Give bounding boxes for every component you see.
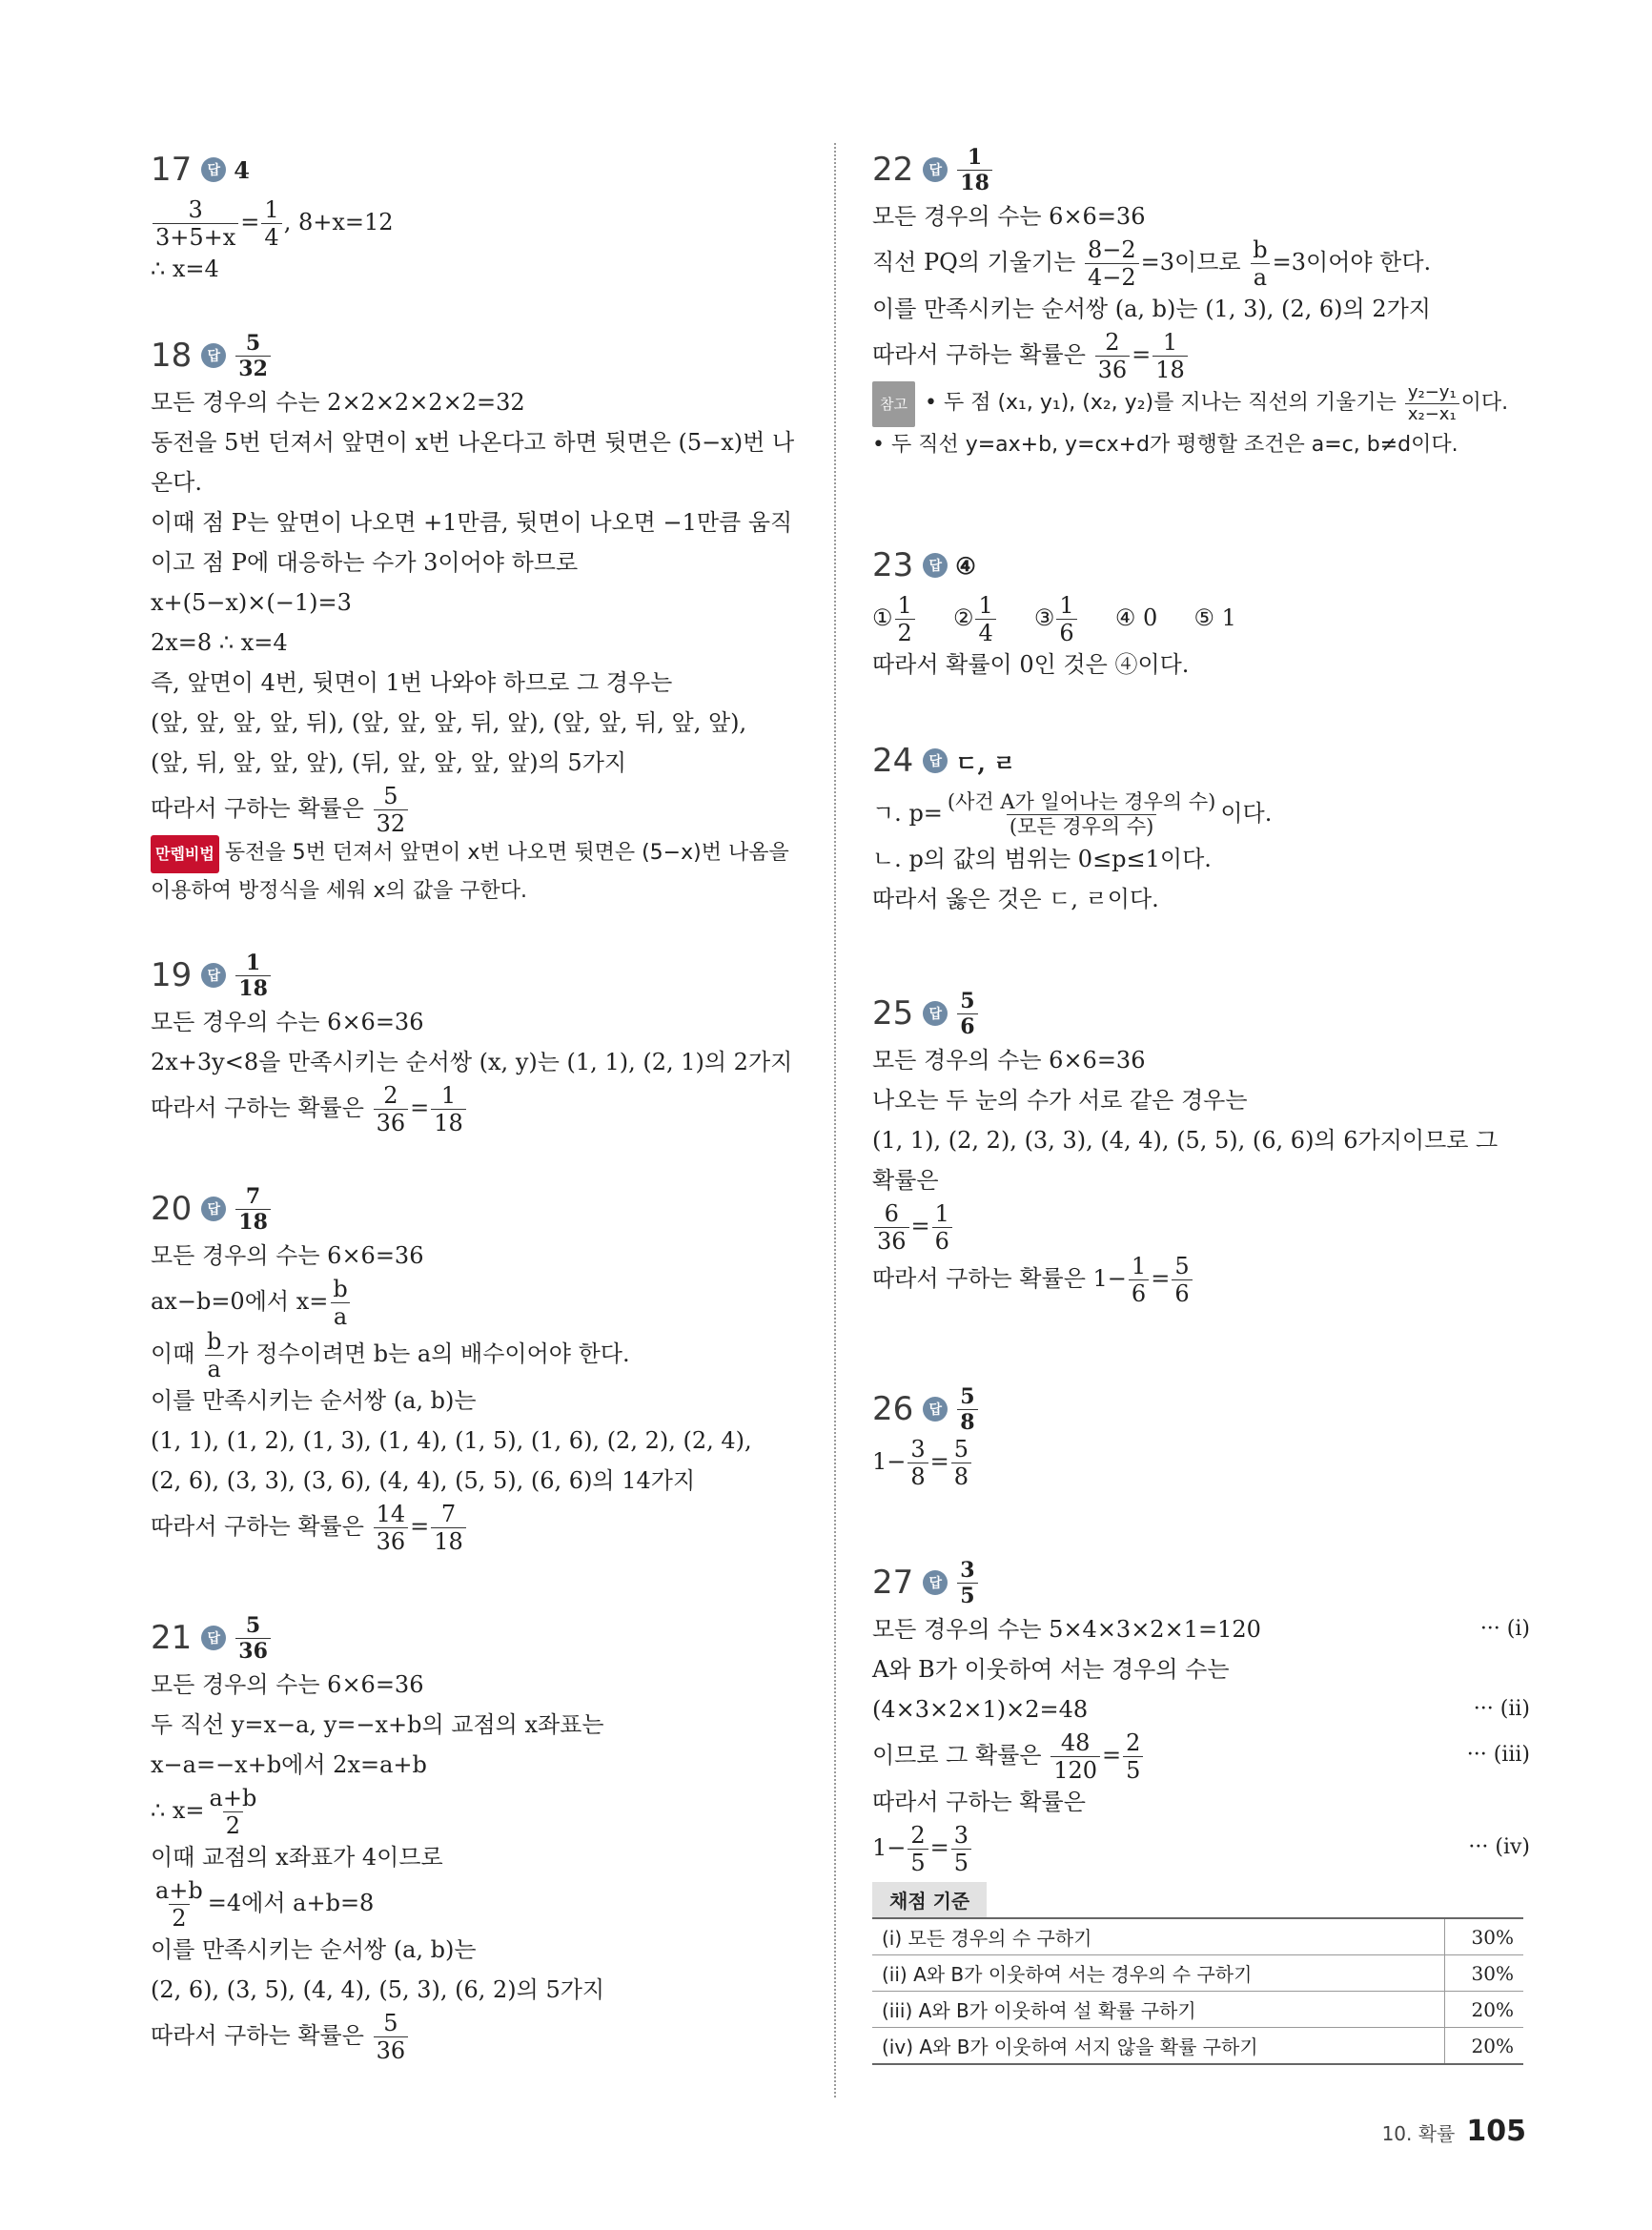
solution-line: ㄴ. p의 값의 범위는 0≤p≤1이다. — [872, 846, 1212, 872]
solution-line: 온다. — [151, 469, 202, 496]
solution-line: 이를 만족시키는 순서쌍 (a, b)는 — [151, 1936, 477, 1963]
problem-number: 22 — [872, 151, 914, 189]
answer-badge-icon: 답 — [201, 157, 226, 182]
solution-line: x+(5−x)×(−1)=3 — [151, 589, 352, 616]
step-marker: ··· (iii) — [1466, 1743, 1530, 1767]
problem-25 — [872, 987, 1530, 1305]
answer: $\frac{1}{18}$ — [955, 147, 994, 194]
answer-badge-icon: 답 — [923, 1397, 948, 1422]
problem-17 — [151, 143, 808, 289]
page-number: 105 — [1466, 2115, 1526, 2148]
solution-line: (2, 6), (3, 5), (4, 4), (5, 3), (6, 2)의 5가지 — [151, 1976, 605, 2003]
solution-line: 1− $\frac{3}{8}$ = $\frac{5}{8}$ — [872, 1436, 1530, 1488]
solution-line: (앞, 뒤, 앞, 앞, 앞), (뒤, 앞, 앞, 앞, 앞)의 5가지 — [151, 749, 627, 776]
answer: $\frac{7}{18}$ — [234, 1186, 273, 1233]
solution-line: 이를 만족시키는 순서쌍 (a, b)는 (1, 3), (2, 6)의 2가지 — [872, 296, 1431, 322]
answer: $\frac{5}{32}$ — [234, 333, 273, 379]
solution-line: 모든 경우의 수는 6×6=36 — [151, 1009, 424, 1035]
solution-line: 2x=8 ∴ x=4 — [151, 629, 288, 656]
solution-line: 모든 경우의 수는 6×6=36 — [872, 1047, 1146, 1074]
step-marker: ··· (i) — [1479, 1617, 1530, 1641]
answer-badge-icon: 답 — [923, 553, 948, 578]
solution-line: ∴ x= $\frac{a+b}{2}$ — [151, 1785, 257, 1839]
solution-line: $\frac{a+b}{2}$ =4에서 a+b=8 — [155, 1877, 375, 1932]
solution-line: 이므로 그 확률은 $\frac{48}{120}$ = $\frac{2}{5}$ ··· (iii) — [872, 1729, 1530, 1784]
problem-23 — [872, 539, 1530, 685]
solution-line: 이때 교점의 x좌표가 4이므로 — [151, 1844, 443, 1871]
answer-badge-icon: 답 — [923, 748, 948, 773]
tip-note: 만렙비법 동전을 5번 던져서 앞면이 x번 나오면 뒷면은 (5−x)번 나옴을 — [151, 835, 808, 873]
problem-number: 26 — [872, 1390, 914, 1428]
solution-line: 따라서 구하는 확률은 $\frac{2}{36}$ = $\frac{1}{18}$ — [151, 1082, 808, 1135]
answer-badge-icon: 답 — [201, 1197, 226, 1221]
answer: $\frac{5}{8}$ — [955, 1386, 979, 1433]
section-title: 10. 확률 — [1381, 2122, 1456, 2145]
table-row: (iii) A와 B가 이웃하여 설 확률 구하기 20% — [872, 1992, 1523, 2028]
problem-number: 21 — [151, 1619, 193, 1657]
answer: ④ — [955, 551, 976, 580]
solution-line: 따라서 구하는 확률은 1− $\frac{1}{6}$ = $\frac{5}{6}$ — [872, 1253, 1530, 1305]
solution-line: (1, 1), (2, 2), (3, 3), (4, 4), (5, 5), (6, 6)의 6가지이므로 그 — [872, 1127, 1499, 1154]
problem-24 — [872, 734, 1530, 919]
solution-line: (앞, 앞, 앞, 앞, 뒤), (앞, 앞, 앞, 뒤, 앞), (앞, 앞, 뒤, 앞, 앞), — [151, 709, 747, 736]
solution-line: 따라서 구하는 확률은 $\frac{14}{36}$ = $\frac{7}{18}$ — [151, 1501, 808, 1553]
solution-line: 모든 경우의 수는 6×6=36 — [151, 1242, 424, 1269]
solution-line: 직선 PQ의 기울기는 $\frac{8-2}{4-2}$ =3이므로 $\frac{b}{a}$ =3이어야 한다. — [872, 236, 1432, 291]
problem-number: 18 — [151, 337, 193, 375]
solution-line: ㄱ. p= (사건 A가 일어나는 경우의 수) (모든 경우의 수) 이다. — [872, 790, 1273, 838]
solution-line: 따라서 구하는 확률은 $\frac{2}{36}$ = $\frac{1}{18}$ — [872, 329, 1530, 381]
solution-line: 따라서 확률이 0인 것은 ④이다. — [872, 651, 1190, 678]
problem-19 — [151, 949, 808, 1135]
problem-27 — [872, 1556, 1530, 2065]
answer: $\frac{3}{5}$ — [955, 1560, 979, 1606]
problem-20 — [151, 1182, 808, 1553]
solution-line: 이때 점 P는 앞면이 나오면 +1만큼, 뒷면이 나오면 −1만큼 움직 — [151, 509, 793, 536]
solution-line: 따라서 구하는 확률은 $\frac{5}{32}$ — [151, 783, 808, 835]
table-row: (i) 모든 경우의 수 구하기 30% — [872, 1918, 1523, 1955]
column-divider — [834, 143, 836, 2097]
answer: 4 — [234, 155, 250, 184]
solution-line: 이고 점 P에 대응하는 수가 3이어야 하므로 — [151, 549, 579, 576]
table-row: (ii) A와 B가 이웃하여 서는 경우의 수 구하기 30% — [872, 1955, 1523, 1992]
page-footer — [1382, 2115, 1526, 2148]
solution-line: 1− $\frac{2}{5}$ = $\frac{3}{5}$ ··· (iv) — [872, 1822, 1530, 1876]
answer-badge-icon: 답 — [923, 1001, 948, 1026]
solution-line: 2x+3y<8을 만족시키는 순서쌍 (x, y)는 (1, 1), (2, 1)의 2가지 — [151, 1049, 793, 1075]
answer-badge-icon: 답 — [201, 1626, 226, 1650]
tip-note-cont: 이용하여 방정식을 세워 x의 값을 구한다. — [151, 879, 528, 903]
solution-line: (2, 6), (3, 3), (3, 6), (4, 4), (5, 5), (6, 6)의 14가지 — [151, 1467, 696, 1494]
table-row: (iv) A와 B가 이웃하여 서지 않을 확률 구하기 20% — [872, 2028, 1523, 2065]
grading-title: 채점 기준 — [872, 1882, 987, 1917]
problem-number: 25 — [872, 994, 914, 1033]
problem-22 — [872, 143, 1530, 463]
problem-number: 23 — [872, 546, 914, 584]
solution-line: 따라서 구하는 확률은 — [872, 1789, 1086, 1815]
solution-line: 모든 경우의 수는 5×4×3×2×1=120 ··· (i) — [872, 1609, 1530, 1649]
solution-line: A와 B가 이웃하여 서는 경우의 수는 — [872, 1656, 1230, 1683]
grading-table — [872, 1917, 1523, 2065]
problem-number: 19 — [151, 956, 193, 994]
problem-26 — [872, 1382, 1530, 1488]
solution-line: x−a=−x+b에서 2x=a+b — [151, 1751, 427, 1778]
problem-number: 24 — [872, 742, 914, 780]
solution-line: 모든 경우의 수는 6×6=36 — [872, 203, 1146, 230]
solution-line: 모든 경우의 수는 6×6=36 — [151, 1671, 424, 1698]
solution-line: 이때 $\frac{b}{a}$ 가 정수이려면 b는 a의 배수이어야 한다. — [151, 1328, 630, 1382]
solution-line: (4×3×2×1)×2=48 ··· (ii) — [872, 1689, 1530, 1729]
solution-line: 즉, 앞면이 4번, 뒷면이 1번 나와야 하므로 그 경우는 — [151, 669, 673, 696]
answer: $\frac{5}{36}$ — [234, 1615, 273, 1662]
solution-line: 모든 경우의 수는 2×2×2×2×2=32 — [151, 389, 525, 416]
solution-line: (1, 1), (1, 2), (1, 3), (1, 4), (1, 5), (1, 6), (2, 2), (2, 4), — [151, 1427, 752, 1454]
solution-line: 확률은 — [872, 1167, 939, 1194]
answer-badge-icon: 답 — [201, 343, 226, 368]
solution-line: 따라서 옳은 것은 ㄷ, ㄹ이다. — [872, 886, 1159, 912]
answer: $\frac{5}{6}$ — [955, 991, 979, 1037]
problem-18 — [151, 329, 808, 910]
answer-badge-icon: 답 — [923, 157, 948, 182]
solution-line: 동전을 5번 던져서 앞면이 x번 나온다고 하면 뒷면은 (5−x)번 나 — [151, 429, 795, 456]
choices-line: ① $\frac{1}{2}$ ② $\frac{1}{4}$ ③ $\frac{1}{6}$ ④ 0 ⑤ 1 — [872, 592, 1236, 646]
solution-line: 이를 만족시키는 순서쌍 (a, b)는 — [151, 1387, 477, 1414]
solution-line: 따라서 구하는 확률은 $\frac{5}{36}$ — [151, 2010, 808, 2062]
problem-21 — [151, 1611, 808, 2062]
solution-line: $\frac{3}{3+5+x}$ = $\frac{1}{4}$ , 8+x=12 — [151, 196, 808, 249]
tip-tag: 만렙비법 — [151, 835, 219, 873]
solution-line: $\frac{6}{36}$ = $\frac{1}{6}$ — [872, 1200, 1530, 1253]
answer: $\frac{1}{18}$ — [234, 952, 273, 999]
answer: ㄷ, ㄹ — [955, 748, 1016, 777]
answer-badge-icon: 답 — [923, 1570, 948, 1595]
solution-line: 두 직선 y=x−a, y=−x+b의 교점의 x좌표는 — [151, 1711, 604, 1738]
grading-criteria — [872, 1882, 1530, 2065]
step-marker: ··· (ii) — [1473, 1697, 1530, 1721]
step-marker: ··· (iv) — [1468, 1835, 1530, 1859]
problem-number: 27 — [872, 1564, 914, 1602]
answer-badge-icon: 답 — [201, 963, 226, 988]
solution-line: ∴ x=4 — [151, 256, 219, 282]
solution-line: 나오는 두 눈의 수가 서로 같은 경우는 — [872, 1087, 1248, 1114]
reference-tag: 참고 — [872, 381, 915, 427]
reference-note: • 두 직선 y=ax+b, y=cx+d가 평행할 조건은 a=c, b≠d이다. — [872, 433, 1458, 457]
solution-line: ax−b=0에서 x= $\frac{b}{a}$ — [151, 1276, 808, 1328]
reference-note: 참고 • 두 점 (x₁, y₁), (x₂, y₂)를 지나는 직선의 기울기는 $\frac{\text{y₂−y₁}}{\text{x₂−x₁}}$ 이다. — [872, 381, 1530, 427]
problem-number: 17 — [151, 151, 193, 189]
problem-number: 20 — [151, 1190, 193, 1228]
